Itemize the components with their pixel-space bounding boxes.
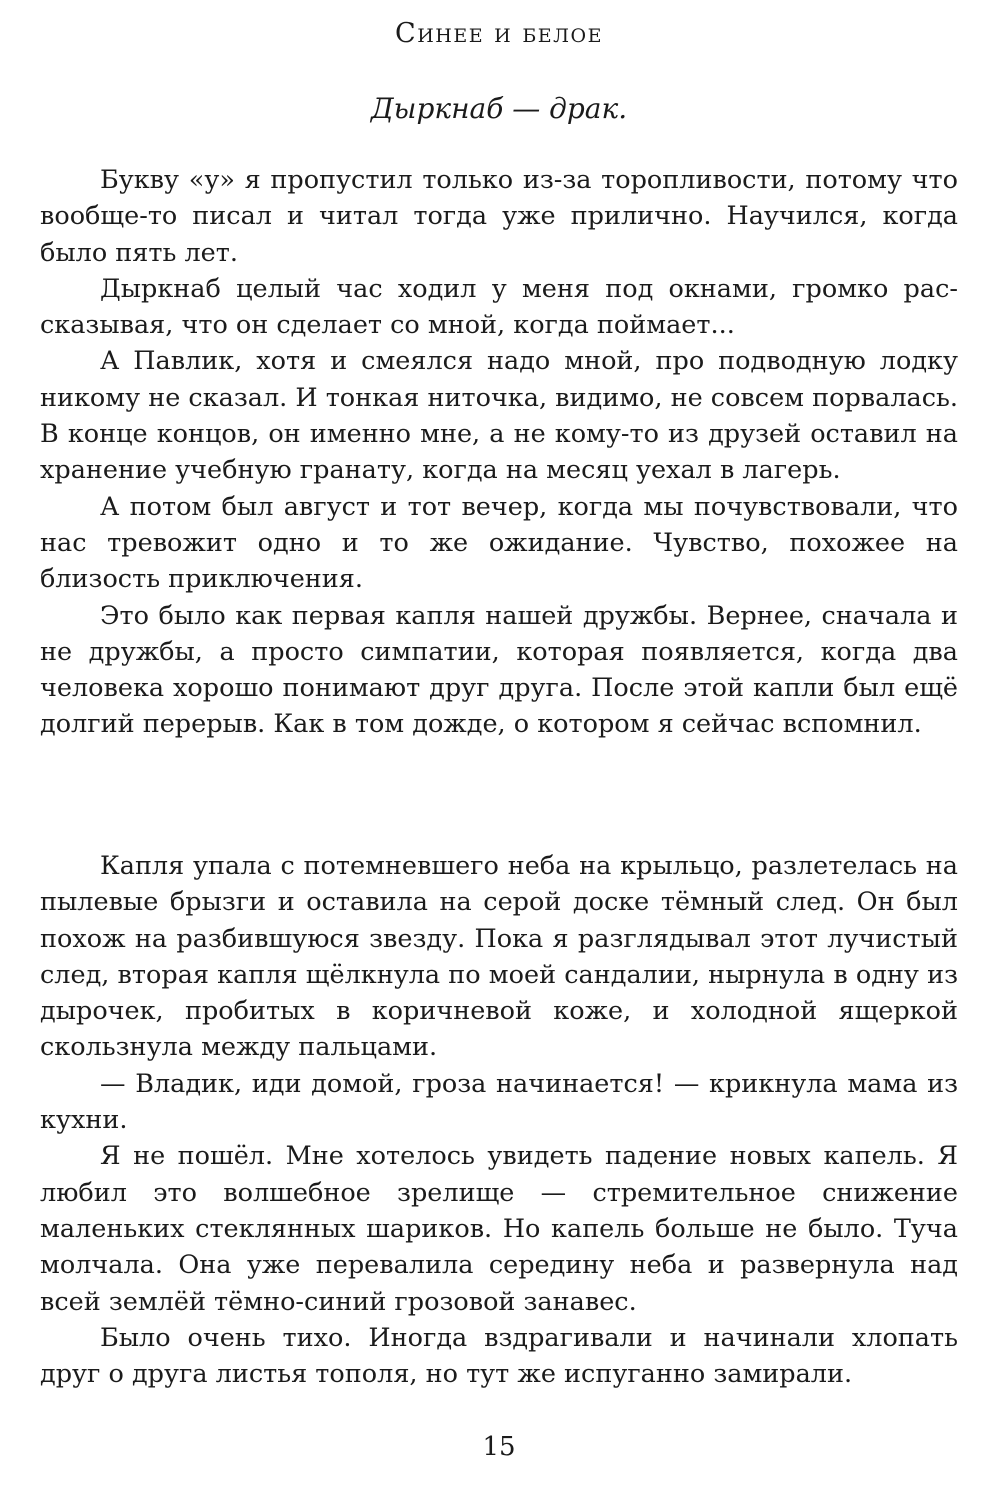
text-section-1 xyxy=(40,162,958,743)
paragraph: А потом был август и тот вечер, когда мы почувствовали, что нас тревожит одно и то же ожидание. Чувство, похожее на близость приключения. xyxy=(40,491,958,595)
paragraph: Капля упала с потемневшего неба на крыльцо, разлетелась на пылевые брызги и оставила на серой доске тёмный след. Он был похож на разбившуюся звезду. Пока я разглядывал этот лучистый след, вторая капля щёлкнула по моей сандалии, нырнула в одну из дырочек, пробитых в коричневой коже, и холодной ящеркой скользнула между пальцами. xyxy=(40,851,958,1063)
epigraph: Дыркнаб — драк. xyxy=(370,92,628,125)
paragraph: Было очень тихо. Иногда вздрагивали и начинали хлопать друг о друга листья тополя, но тут же испуганно замирали. xyxy=(40,1322,958,1390)
text-section-2 xyxy=(40,848,958,1392)
paragraph: Я не пошёл. Мне хотелось увидеть падение новых капель. Я любил это волшебное зрелище — стремительное снижение маленьких стеклянных шариков. Но капель больше не было. Туча молчала. Она уже перевалила середину неба и развернула над всей землёй тёмно-синий грозовой занавес. xyxy=(40,1141,958,1317)
page-number: 15 xyxy=(482,1432,516,1462)
paragraph: Дыркнаб целый час ходил у меня под окнами, громко рассказывая, что он сделает со мной, когда поймает... xyxy=(40,273,958,341)
running-head: Синее и белое xyxy=(395,18,603,49)
paragraph: Это было как первая капля нашей дружбы. Вернее, сначала и не дружбы, а просто симпатии, которая появляется, когда два человека хорошо понимают друг друга. После этой капли был ещё долгий перерыв. Как в том дожде, о котором я сейчас вспомнил. xyxy=(40,600,958,740)
paragraph: — Владик, иди домой, гроза начинается! — крикнула мама из кухни. xyxy=(40,1068,958,1136)
book-page xyxy=(40,0,958,1490)
paragraph: Букву «у» я пропустил только из-за торопливости, потому что вообще-то писал и читал тогда уже прилично. Научился, когда было пять лет. xyxy=(40,165,958,268)
paragraph: А Павлик, хотя и смеялся надо мной, про подводную лодку никому не сказал. И тонкая ниточка, видимо, не совсем порвалась. В конце концов, он именно мне, а не кому-то из друзей оставил на хранение учебную гранату, когда на месяц уехал в лагерь. xyxy=(40,346,958,486)
